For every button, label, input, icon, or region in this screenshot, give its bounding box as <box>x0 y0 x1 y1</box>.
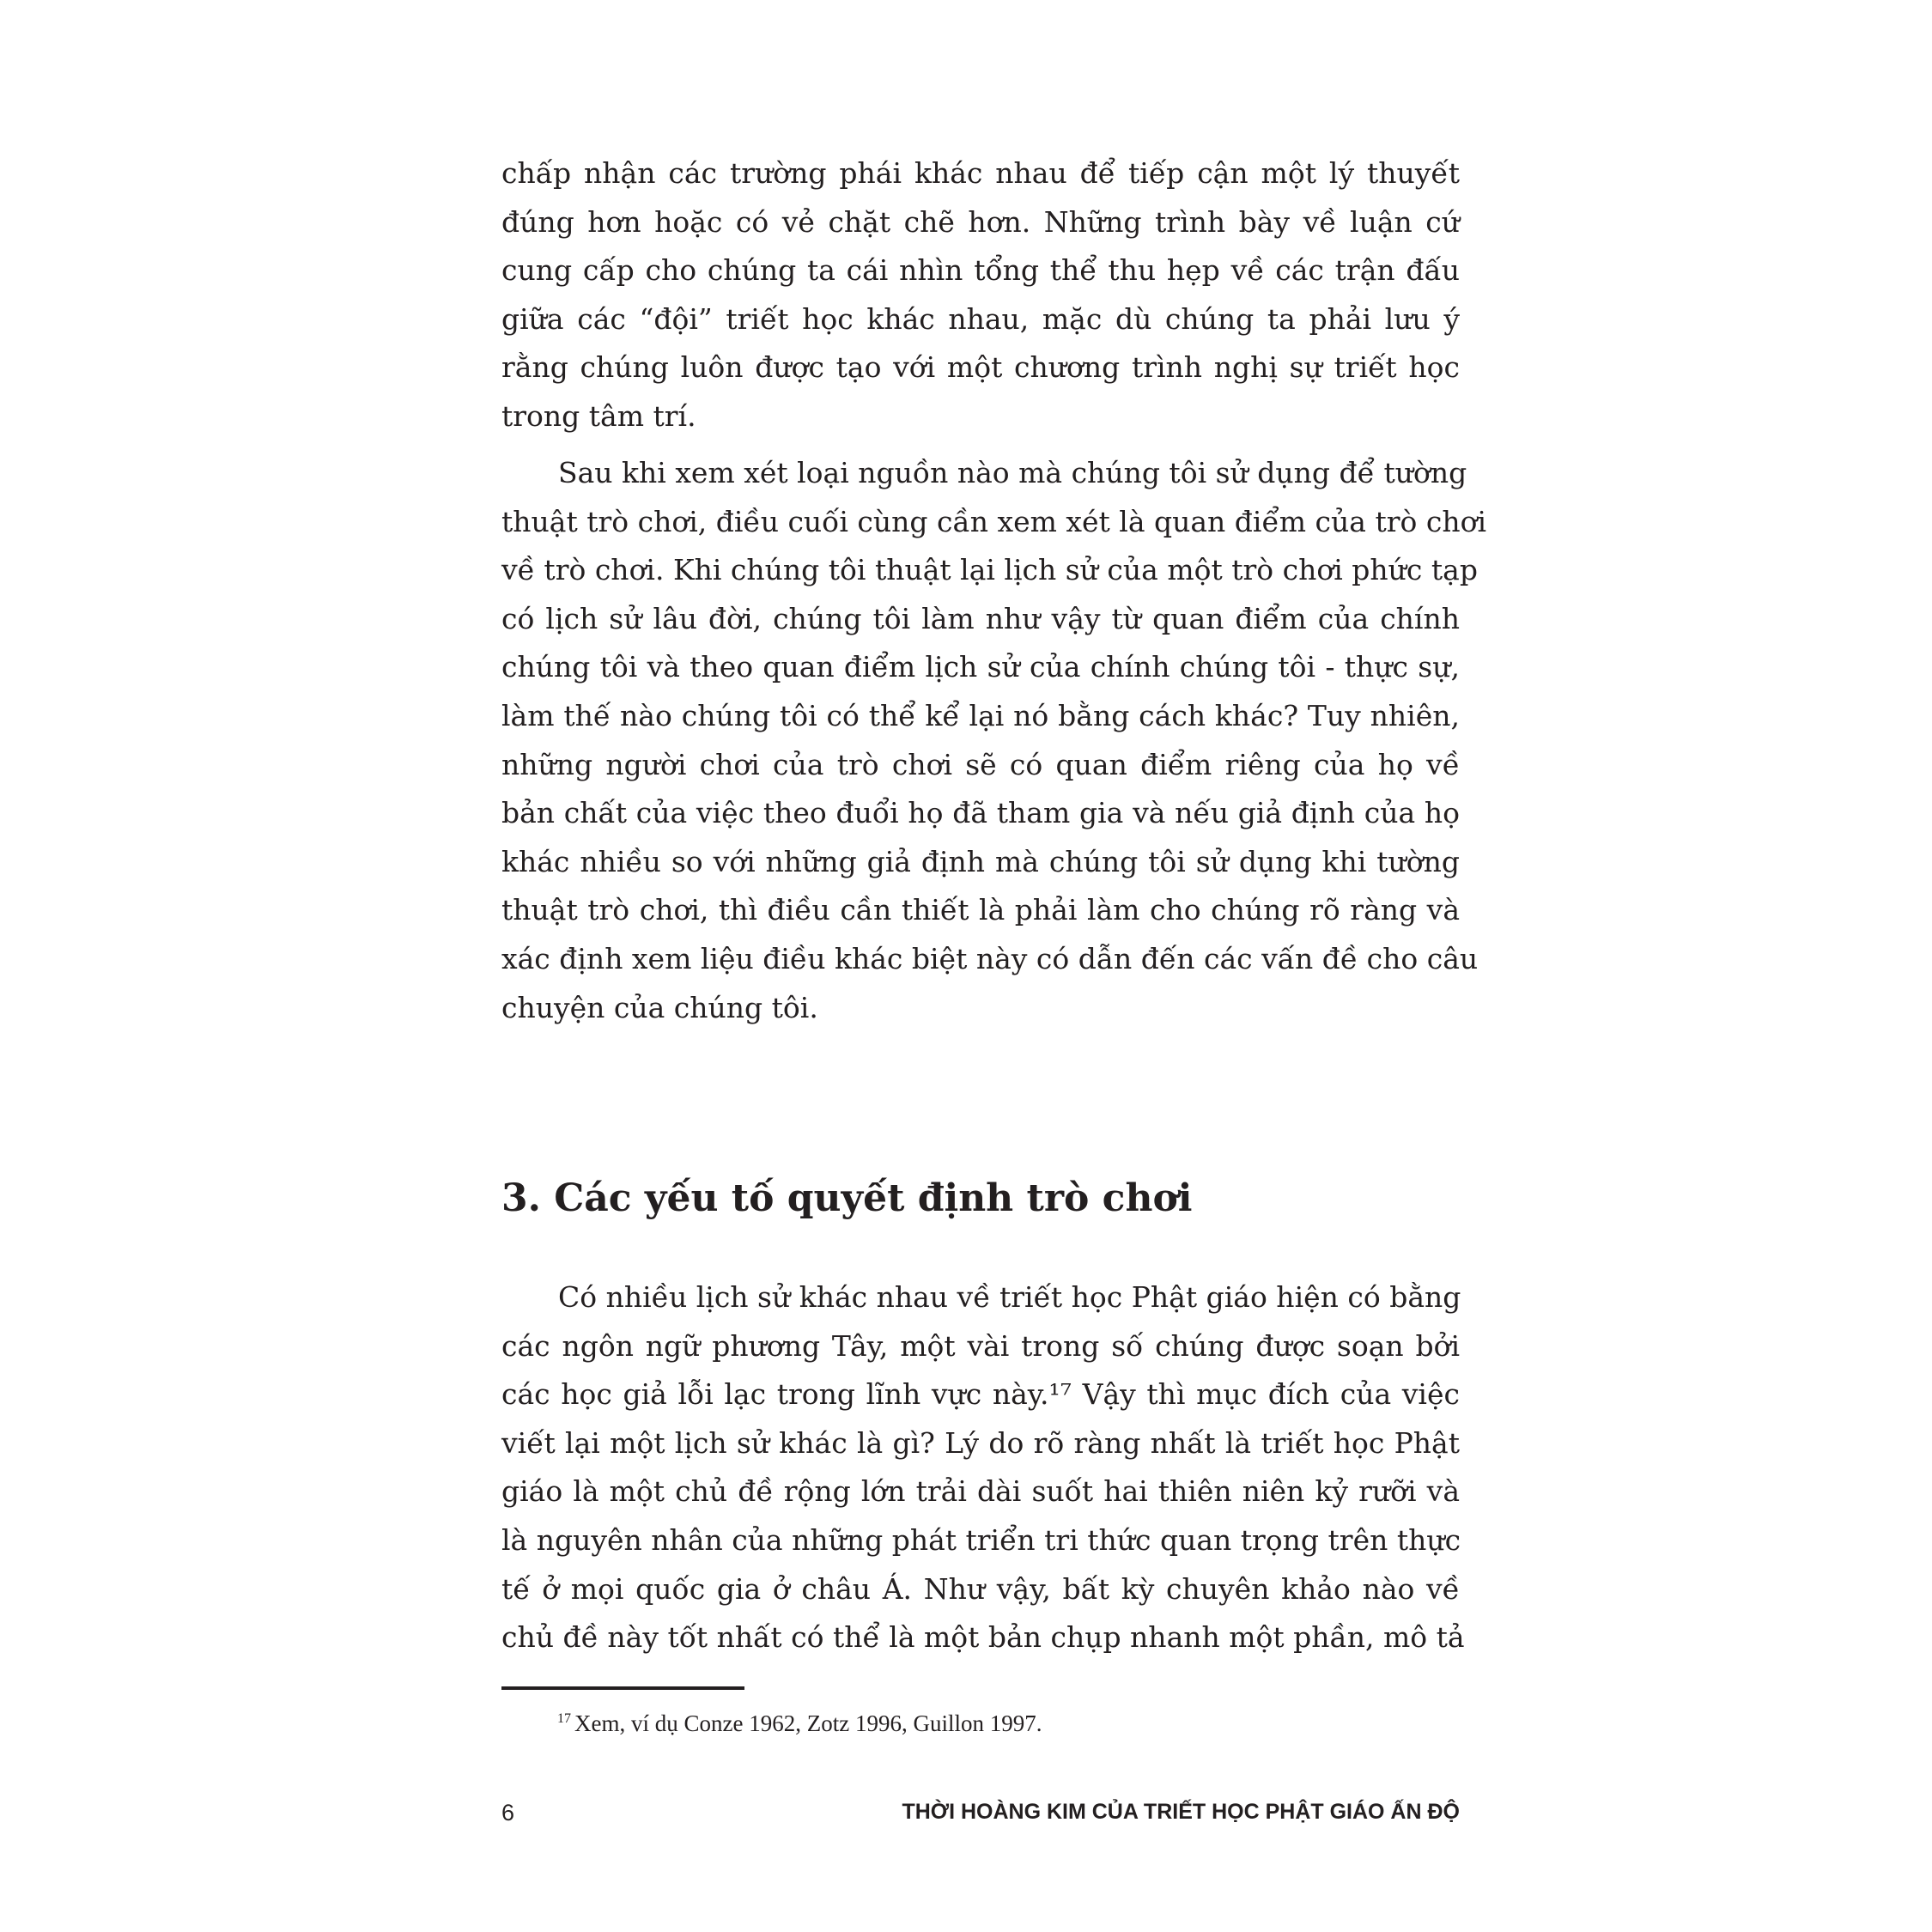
text-line: Có nhiều lịch sử khác nhau về triết học Phật giáo hiện có bằng <box>558 1280 1461 1314</box>
text-line: là nguyên nhân của những phát triển tri thức quan trọng trên thực <box>501 1522 1461 1557</box>
text-line: chúng tôi và theo quan điểm lịch sử của chính chúng tôi - thực sự, <box>501 650 1460 684</box>
footnote-number: 17 <box>557 1711 571 1726</box>
text-line: thuật trò chơi, thì điều cần thiết là phải làm cho chúng rõ ràng và <box>501 893 1460 927</box>
text-line: đúng hơn hoặc có vẻ chặt chẽ hơn. Những trình bày về luận cứ <box>501 204 1460 239</box>
text-line: Sau khi xem xét loại nguồn nào mà chúng tôi sử dụng để tường <box>558 456 1467 489</box>
text-line: các ngôn ngữ phương Tây, một vài trong số chúng được soạn bởi <box>501 1328 1460 1363</box>
running-title: THỜI HOÀNG KIM CỦA TRIẾT HỌC PHẬT GIÁO ẤN ĐỘ <box>902 1800 1460 1824</box>
text-line: rằng chúng luôn được tạo với một chương trình nghị sự triết học <box>501 350 1460 385</box>
text-line: chủ đề này tốt nhất có thể là một bản chụp nhanh một phần, mô tả <box>501 1620 1465 1655</box>
text-line: tế ở mọi quốc gia ở châu Á. Như vậy, bất kỳ chuyên khảo nào về <box>501 1571 1460 1606</box>
paragraph-3 <box>501 1273 1465 1662</box>
text-line: những người chơi của trò chơi sẽ có quan điểm riêng của họ về <box>501 747 1460 781</box>
text-line: xác định xem liệu điều khác biệt này có dẫn đến các vấn đề cho câu <box>501 941 1479 975</box>
text-line: giữa các “đội” triết học khác nhau, mặc dù chúng ta phải lưu ý <box>501 301 1460 336</box>
text-line: chấp nhận các trường phái khác nhau để tiếp cận một lý thuyết <box>501 156 1460 190</box>
footnote-text: Xem, ví dụ Conze 1962, Zotz 1996, Guillon 1997. <box>574 1710 1042 1736</box>
footnote <box>557 1704 1042 1739</box>
paragraph-2 <box>501 449 1487 1032</box>
text-line: các học giả lỗi lạc trong lĩnh vực này.¹⁷ Vậy thì mục đích của việc <box>501 1377 1460 1412</box>
text-line: về trò chơi. Khi chúng tôi thuật lại lịch sử của một trò chơi phức tạp <box>501 553 1478 587</box>
text-line: có lịch sử lâu đời, chúng tôi làm như vậy từ quan điểm của chính <box>501 601 1460 635</box>
text-line: viết lại một lịch sử khác là gì? Lý do rõ ràng nhất là triết học Phật <box>501 1425 1460 1460</box>
text-line: cung cấp cho chúng ta cái nhìn tổng thể thu hẹp về các trận đấu <box>501 253 1460 288</box>
section-heading: 3. Các yếu tố quyết định trò chơi <box>501 1176 1193 1220</box>
text-line: bản chất của việc theo đuổi họ đã tham gia và nếu giả định của họ <box>501 796 1460 830</box>
page-number: 6 <box>501 1800 515 1826</box>
paragraph-1 <box>501 149 1460 441</box>
text-line: khác nhiều so với những giả định mà chúng tôi sử dụng khi tường <box>501 844 1460 878</box>
text-line: giáo là một chủ đề rộng lớn trải dài suốt hai thiên niên kỷ rưỡi và <box>501 1474 1460 1509</box>
footnote-divider <box>501 1686 744 1690</box>
text-line: thuật trò chơi, điều cuối cùng cần xem xét là quan điểm của trò chơi <box>501 504 1487 538</box>
text-line: trong tâm trí. <box>501 398 696 433</box>
text-line: chuyện của chúng tôi. <box>501 990 818 1024</box>
text-line: làm thế nào chúng tôi có thể kể lại nó bằng cách khác? Tuy nhiên, <box>501 698 1460 732</box>
